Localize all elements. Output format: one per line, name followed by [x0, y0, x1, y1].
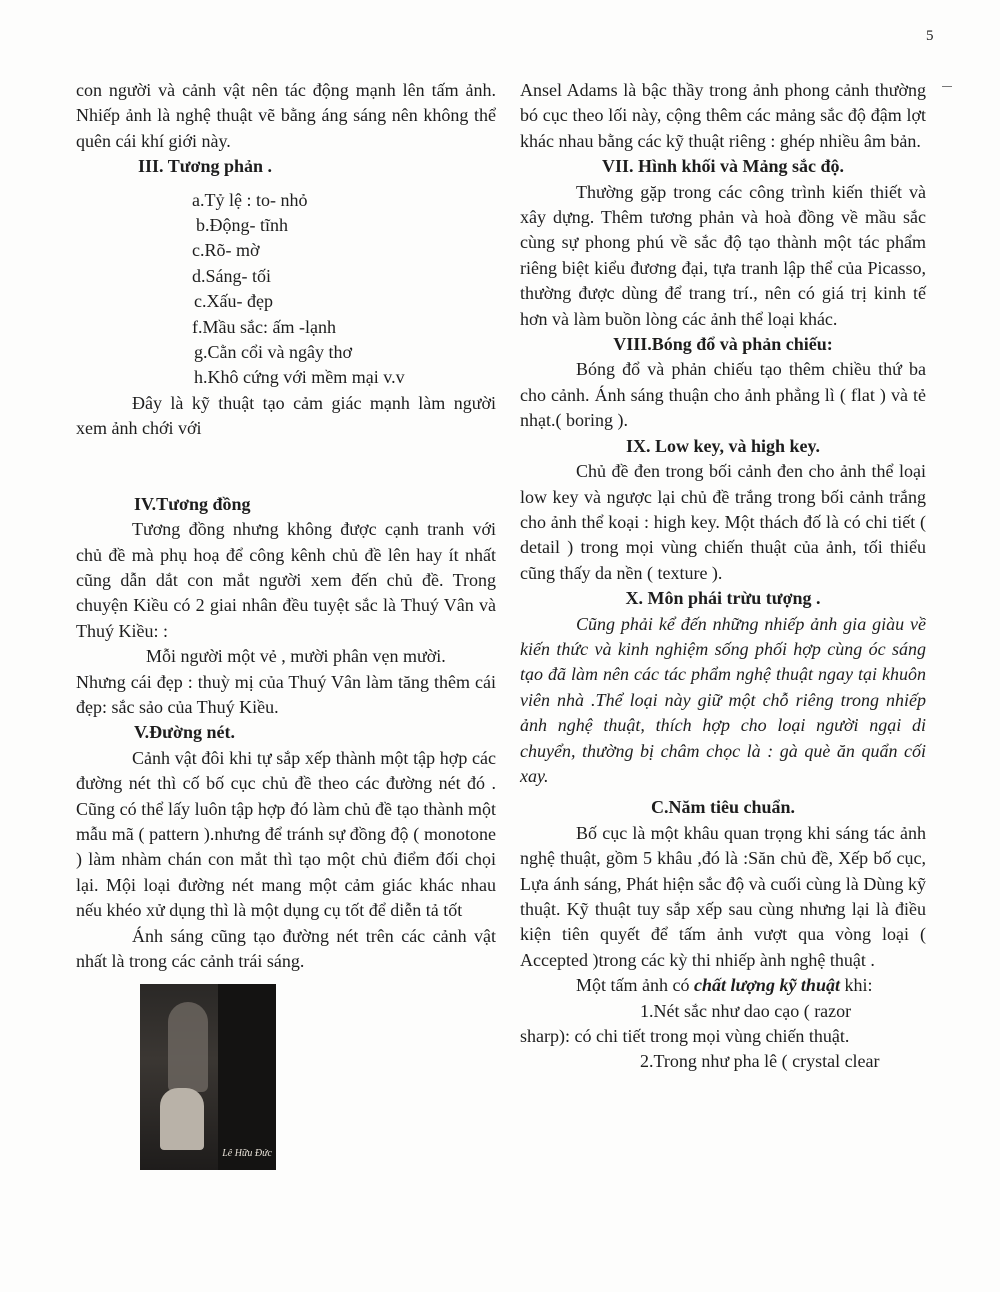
criterion-item: 2.Trong như pha lê ( crystal clear	[640, 1051, 880, 1072]
criterion-continuation: sharp): có chi tiết trong mọi vùng chiến thuật.	[520, 1026, 850, 1047]
paragraph: Bố cục là một khâu quan trọng khi sáng tác ảnh nghệ thuật, gồm 5 khâu ,đó là :Săn chủ đề, Xếp bố cục, Lựa ánh sáng, Phát hiện sắc độ và cuối cùng là Dùng kỹ thuật. Kỹ thuật tuy sắp xếp sau cùng nhưng lại là điều kiện tiên quyết để tấm ảnh vượt qua vòng loại ( Accepted )trong các kỳ thi nhiếp ành nghệ thuật .	[520, 822, 926, 970]
paragraph: Chủ đề đen trong bối cảnh đen cho ảnh thể loại low key và ngược lại chủ đề trắng trong bối cảnh trắng cho ảnh thể koại : high key. Một thách đố là có chi tiết ( detail ) trong mọi vùng chiến thuật của ảnh, tối thiểu cũng thấy da nền ( texture ).	[520, 461, 926, 583]
page-number: 5	[926, 28, 934, 44]
section-heading-iv: IV.Tương đồng	[134, 493, 251, 514]
paragraph: Thường gặp trong các công trình kiến thiết và xây dựng. Thêm tương phản và hoà đồng về mầu sắc cùng sự phong phú về sắc độ tạo thành một tác phẩm riêng biệt kiểu đương đại, tựa tranh lập thể của Picasso, thường được dùng để trang trí., nên có giá trị kinh tế hơn và làm buồn lòng các ảnh thể loại khác.	[520, 181, 926, 329]
photo-elder-figure	[168, 1002, 208, 1092]
quotation: Mỗi người một vẻ , mười phân vẹn mười.	[146, 646, 446, 667]
paragraph: con người và cảnh vật nên tác động mạnh lên tấm ảnh. Nhiếp ảnh là nghệ thuật vẽ bằng áng sáng nên không thể quên cái khí giới này.	[76, 80, 496, 151]
section-heading-iii: III. Tương phản .	[138, 156, 273, 177]
paragraph: Đây là kỹ thuật tạo cảm giác mạnh làm người xem ảnh chới với	[76, 392, 496, 439]
paragraph: Ánh sáng cũng tạo đường nét trên các cảnh vật nhất là trong các cảnh trái sáng.	[76, 925, 496, 971]
text: Một tấm ảnh có	[576, 975, 694, 996]
photo-child-figure	[160, 1088, 204, 1150]
photo-signature: Lê Hữu Đức	[222, 1148, 272, 1159]
section-heading-x: X. Môn phái trừu tượng .	[625, 588, 821, 609]
section-heading-viii: VIII.Bóng đổ và phản chiếu:	[613, 334, 833, 355]
paragraph: Ansel Adams là bậc thầy trong ảnh phong cảnh thường bó cục theo lối này, cộng thêm các mảng sắc độ đậm lợt khác nhau bằng các kỹ thuật riêng : ghép nhiều âm bản.	[520, 80, 926, 151]
section-heading-vii: VII. Hình khối và Mảng sắc độ.	[601, 156, 845, 177]
contrast-list	[76, 188, 496, 391]
paragraph: Cảnh vật đôi khi tự sắp xếp thành một tập hợp các đường nét thì cố bố cục chủ đề theo các đường nét đó . Cũng có thể lấy luôn tập hợp đó làm chủ đề tạo thành một mẫu mã ( pattern ).nhưng để tránh sự đồng độ ( monotone ) làm nhàm chán con mắt thì tạo một chủ điểm đối chọi lại. Mội loại đường nét mang một cảm giác khác nhau nếu khéo xử dụng thì là một dụng cụ tốt để diễn tả tốt	[76, 747, 496, 921]
list-item: d.Sáng- tối	[192, 265, 271, 286]
left-column	[76, 78, 496, 1170]
list-item: g.Cằn cổi và ngây thơ	[194, 342, 352, 363]
section-heading-v: V.Đường nét.	[134, 722, 235, 743]
paragraph: Bóng đổ và phản chiếu tạo thêm chiều thứ ba cho cảnh. Ánh sáng thuận cho ảnh phẳng lì ( flat ) và tẻ nhạt.( boring ).	[520, 359, 926, 431]
section-heading-c: C.Năm tiêu chuẩn.	[650, 797, 795, 818]
list-item: h.Khô cứng với mềm mại v.v	[194, 367, 405, 388]
emphasis: chất lượng kỹ thuật	[693, 975, 840, 996]
right-column	[520, 78, 926, 1075]
list-item: c.Rõ- mờ	[192, 240, 260, 261]
section-heading-ix: IX. Low key, và high key.	[625, 435, 821, 456]
italic-paragraph: Cũng phải kể đến những nhiếp ảnh gia giàu về kiến thức và kinh nghiệm sống phối hợp cùng óc sáng tạo đã làm nên các tác phẩm nghệ thuật ngay tại khuôn viên nhà .Thể loại này giữ một chỗ riêng trong nhiếp ảnh nghệ thuật, thích hợp cho loại người ngại di chuyển, thường bị châm chọc là : gà què ăn quẩn cối xay.	[520, 613, 926, 786]
list-item: c.Xấu- đẹp	[194, 291, 273, 312]
list-item: b.Động- tĩnh	[196, 215, 288, 236]
paragraph: Tương đồng nhưng không được cạnh tranh với chủ đề mà phụ hoạ để công kênh chủ đề lên hay ít nhất cũng dẫn dắt con mắt người xem đến chủ đề. Trong chuyện Kiều có 2 giai nhân đều tuyệt sắc là Thuý Vân và Thuý Kiều: :	[76, 519, 496, 641]
margin-mark	[942, 86, 952, 87]
paragraph: Nhưng cái đẹp : thuỳ mị của Thuý Vân làm tăng thêm cái đẹp: sắc sảo của Thuý Kiều.	[76, 671, 496, 717]
list-item: a.Tỷ lệ : to- nhỏ	[192, 189, 308, 210]
spacer	[76, 442, 496, 492]
list-item: f.Mầu sắc: ấm -lạnh	[192, 316, 336, 337]
photo	[140, 984, 276, 1170]
paragraph	[520, 973, 926, 998]
text: khi:	[839, 975, 873, 996]
criterion-item: 1.Nét sắc như dao cạo ( razor	[640, 1000, 852, 1021]
